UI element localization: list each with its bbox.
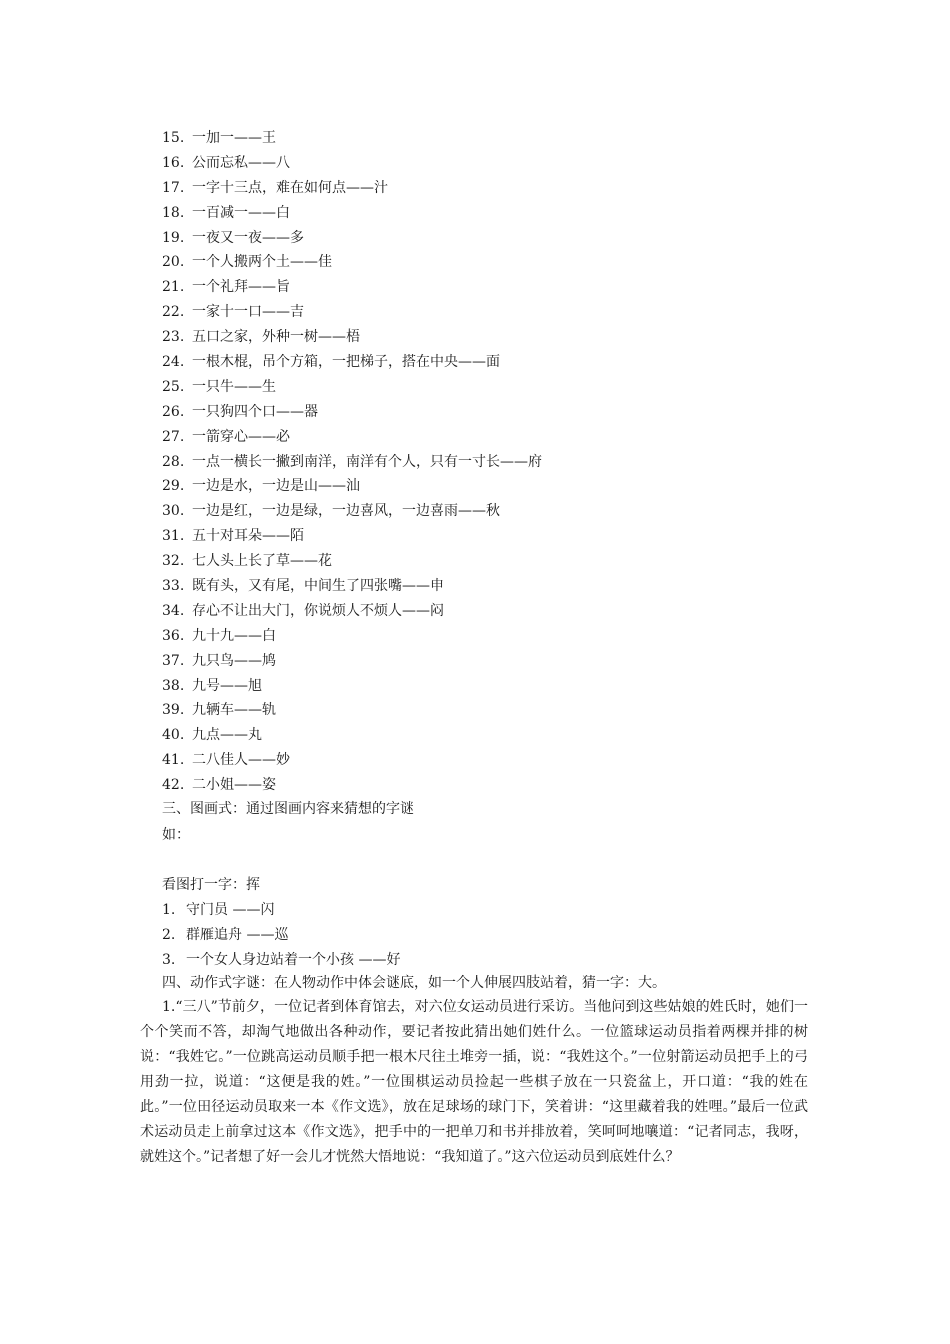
riddle-text: 一边是红，一边是绿，一边喜风，一边喜雨——秋 [192,503,500,520]
riddle-text: 一根木棍，吊个方箱，一把梯子，搭在中央——面 [192,354,500,371]
section4-heading: 四、动作式字谜：在人物动作中体会谜底，如一个人伸展四肢站着，猜一字：大。 [162,975,666,991]
riddle-text: 一箭穿心——必 [192,428,290,445]
picture-riddle-item [162,898,400,923]
riddle-text: 九辆车——轨 [192,702,276,719]
riddle-number: 30. [162,503,185,520]
riddle-number: 37. [162,652,185,669]
riddle-number: 29. [162,478,185,495]
picture-riddle-number: 2. [162,927,176,943]
riddle-item [162,350,542,375]
riddle-item [162,499,542,524]
section3-heading: 三、图画式：通过图画内容来猜想的字谜 [162,801,414,817]
riddle-text: 二小姐——姿 [192,777,276,794]
riddle-item [162,226,542,251]
riddle-text: 九只鸟——鸠 [192,652,276,669]
riddle-text: 存心不让出大门，你说烦人不烦人——闷 [192,602,444,619]
riddle-item [162,375,542,400]
riddle-item [162,549,542,574]
riddle-text: 既有头，又有尾，中间生了四张嘴——申 [192,578,444,595]
riddle-item [162,325,542,350]
riddle-item [162,748,542,773]
picture-riddle-list [162,898,400,973]
riddle-item [162,574,542,599]
riddle-number: 16. [162,154,185,171]
riddle-number: 32. [162,553,185,570]
riddle-item [162,773,542,798]
riddle-number: 25. [162,378,185,395]
riddle-number: 41. [162,752,185,769]
example-label: 如： [162,827,190,843]
riddle-item [162,698,542,723]
riddle-text: 一字十三点，难在如何点——汁 [192,179,388,196]
riddle-item [162,275,542,300]
riddle-text: 九号——旭 [192,677,262,694]
riddle-item [162,250,542,275]
riddle-item [162,425,542,450]
riddle-item [162,450,542,475]
riddle-text: 一加一——王 [192,130,276,146]
riddle-text: 一只牛——生 [192,378,276,395]
riddle-text: 一边是水，一边是山——汕 [192,478,360,495]
riddle-item [162,624,542,649]
riddle-number: 39. [162,702,185,719]
riddle-item [162,400,542,425]
picture-riddle-item [162,923,400,948]
picture-riddle-line: 看图打一字：挥 [162,877,260,893]
riddle-number: 36. [162,627,185,644]
riddle-number: 22. [162,304,185,321]
riddle-item [162,649,542,674]
riddle-text: 一家十一口——吉 [192,304,304,321]
riddle-item [162,300,542,325]
riddle-item [162,524,542,549]
riddle-number: 33. [162,578,185,595]
picture-riddle-number: 3. [162,952,176,968]
riddle-text: 九十九——白 [192,627,276,644]
riddle-item [162,474,542,499]
riddle-item [162,201,542,226]
riddle-number: 40. [162,727,185,744]
riddle-number: 15. [162,130,185,146]
picture-riddle-text: 一个女人身边站着一个小孩 ——好 [186,952,401,968]
riddle-text: 七人头上长了草——花 [192,553,332,570]
riddle-text: 一个人搬两个土——佳 [192,254,332,271]
riddle-number: 28. [162,453,185,470]
riddle-number: 34. [162,602,185,619]
riddle-number: 18. [162,204,185,221]
riddle-text: 一夜又一夜——多 [192,229,304,246]
picture-riddle-item [162,948,400,973]
riddle-text: 一只狗四个口——器 [192,403,318,420]
riddle-text: 一百减一——白 [192,204,290,221]
riddle-text: 五口之家，外种一树——梧 [192,329,360,346]
riddle-number: 31. [162,528,185,545]
riddle-item [162,723,542,748]
story-paragraph: 1.“三八”节前夕，一位记者到体育馆去，对六位女运动员进行采访。当他问到这些姑娘的姓氏时，她们一个个笑而不答，却淘气地做出各种动作，要记者按此猜出她们姓什么。一位篮球运动员指着两棵并排的树说：“我姓它。”一位跳高运动员顺手把一根木尺往土堆旁一插，说：“我姓这个。”一位射箭运动员把手上的弓用劲一拉，说道：“这便是我的姓。”一位围棋运动员捡起一些棋子放在一只瓷盆上，开口道：“我的姓在此。”一位田径运动员取来一本《作文选》，放在足球场的球门下，笑着讲：“这里藏着我的姓哩。”最后一位武术运动员走上前拿过这本《作文选》，把手中的一把单刀和书并排放着，笑呵呵地嚷道：“记者同志，我呀，就姓这个。”记者想了好一会儿才恍然大悟地说：“我知道了。”这六位运动员到底姓什么？ [140,999,808,1165]
riddle-number: 23. [162,329,185,346]
riddle-text: 九点——丸 [192,727,262,744]
riddle-text: 一点一横长一撇到南洋，南洋有个人，只有一寸长——府 [192,453,542,470]
riddle-item [162,126,542,151]
riddle-number: 26. [162,403,185,420]
riddle-number: 20. [162,254,185,271]
picture-riddle-text: 守门员 ——闪 [186,902,275,918]
riddle-number: 27. [162,428,185,445]
riddle-text: 一个礼拜——旨 [192,279,290,296]
riddle-item [162,151,542,176]
riddle-text: 五十对耳朵——陌 [192,528,304,545]
riddle-number: 21. [162,279,185,296]
riddle-item [162,674,542,699]
riddle-item [162,176,542,201]
riddle-text: 二八佳人——妙 [192,752,290,769]
riddle-number: 19. [162,229,185,246]
riddle-number: 24. [162,354,185,371]
riddle-list [162,126,542,798]
picture-riddle-text: 群雁追舟 ——巡 [186,927,289,943]
picture-riddle-number: 1. [162,902,176,918]
riddle-number: 42. [162,777,185,794]
riddle-number: 17. [162,179,185,196]
riddle-item [162,599,542,624]
riddle-text: 公而忘私——八 [192,154,290,171]
riddle-number: 38. [162,677,185,694]
